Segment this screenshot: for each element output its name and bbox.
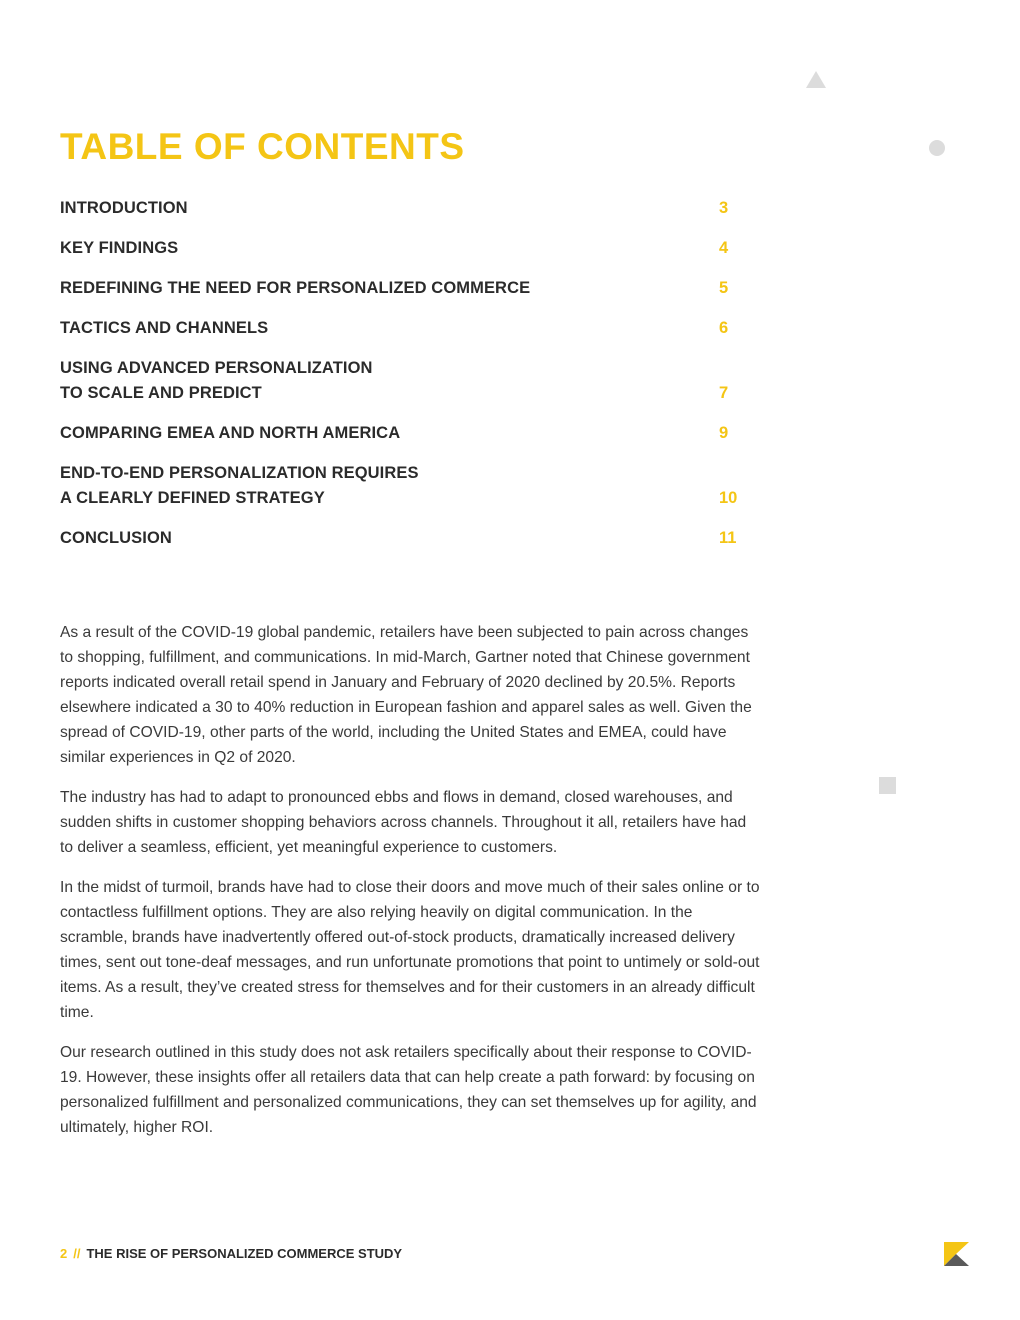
toc-item-label xyxy=(60,526,660,551)
footer-page-number: 2 xyxy=(60,1246,68,1261)
table-of-contents xyxy=(60,196,760,566)
toc-label-line: KEY FINDINGS xyxy=(60,239,179,257)
body-paragraph: Our research outlined in this study does not ask retailers specifically about their response to COVID-19. However, these insights offer all retailers data that can help create a path forward: by focusing on personalized fulfillment and personalized communications, they can set themselves up for agility, and ultimately, higher ROI. xyxy=(60,1044,757,1136)
toc-item-label xyxy=(60,196,660,221)
footer-separator: // xyxy=(73,1246,81,1261)
toc-page-number: 11 xyxy=(719,529,737,547)
triangle-decoration-icon xyxy=(806,71,826,88)
toc-label-line: COMPARING EMEA AND NORTH AMERICA xyxy=(60,424,401,442)
toc-item-label xyxy=(60,356,660,406)
page-footer xyxy=(60,1244,402,1264)
toc-label-line: INTRODUCTION xyxy=(60,199,188,217)
toc-page-number: 10 xyxy=(719,489,738,507)
toc-item-label xyxy=(60,236,660,261)
toc-item-label xyxy=(60,276,660,301)
toc-page-number: 6 xyxy=(719,319,729,337)
body-paragraph: In the midst of turmoil, brands have had to close their doors and move much of their sales online or to contactless fulfillment options. They are also relying heavily on digital communication. In the scramble, brands have inadvertently offered out-of-stock products, dramatically increased delivery times, sent out tone-deaf messages, and run unfortunate promotions that point to untimely or sold-out items. As a result, they’ve created stress for themselves and for their customers in an already difficult time. xyxy=(60,879,760,1021)
body-paragraph: As a result of the COVID-19 global pandemic, retailers have been subjected to pain across changes to shopping, fulfillment, and communications. In mid-March, Gartner noted that Chinese government reports indicated overall retail spend in January and February of 2020 declined by 20.5%. Reports elsewhere indicated a 30 to 40% reduction in European fashion and apparel sales as well. Given the spread of COVID-19, other parts of the world, including the United States and EMEA, could have similar experiences in Q2 of 2020. xyxy=(60,624,752,766)
square-decoration-icon xyxy=(879,777,896,794)
toc-label-line: A CLEARLY DEFINED STRATEGY xyxy=(60,489,325,507)
toc-item-advanced-personalization[interactable] xyxy=(60,356,760,406)
toc-item-key-findings[interactable] xyxy=(60,236,760,261)
toc-item-end-to-end[interactable] xyxy=(60,461,760,511)
toc-label-line: REDEFINING THE NEED FOR PERSONALIZED COMMERCE xyxy=(60,279,531,297)
toc-item-label xyxy=(60,316,660,341)
toc-page-number: 5 xyxy=(719,279,729,297)
toc-label-line: CONCLUSION xyxy=(60,529,172,547)
toc-title: TABLE OF CONTENTS xyxy=(60,126,465,167)
circle-decoration-icon xyxy=(929,140,945,156)
toc-item-label xyxy=(60,461,660,511)
toc-label-line: END-TO-END PERSONALIZATION REQUIRES xyxy=(60,464,419,482)
body-paragraph: The industry has had to adapt to pronounced ebbs and flows in demand, closed warehouses, and sudden shifts in customer shopping behaviors across channels. Throughout it all, retailers have had to deliver a seamless, efficient, yet meaningful experience to customers. xyxy=(60,789,747,856)
toc-page-number: 3 xyxy=(719,199,729,217)
brand-logo-icon xyxy=(942,1240,970,1268)
body-text xyxy=(60,620,760,1155)
toc-label-line: TACTICS AND CHANNELS xyxy=(60,319,269,337)
toc-item-redefining-need[interactable] xyxy=(60,276,760,301)
toc-label-line: TO SCALE AND PREDICT xyxy=(60,384,262,402)
toc-page-number: 9 xyxy=(719,424,729,442)
toc-page-number: 7 xyxy=(719,384,729,402)
toc-item-label xyxy=(60,421,660,446)
toc-item-conclusion[interactable] xyxy=(60,526,760,551)
toc-item-introduction[interactable] xyxy=(60,196,760,221)
toc-item-emea-north-america[interactable] xyxy=(60,421,760,446)
footer-document-title: THE RISE OF PERSONALIZED COMMERCE STUDY xyxy=(86,1246,403,1261)
toc-item-tactics-channels[interactable] xyxy=(60,316,760,341)
toc-page-number: 4 xyxy=(719,239,729,257)
toc-label-line: USING ADVANCED PERSONALIZATION xyxy=(60,359,373,377)
